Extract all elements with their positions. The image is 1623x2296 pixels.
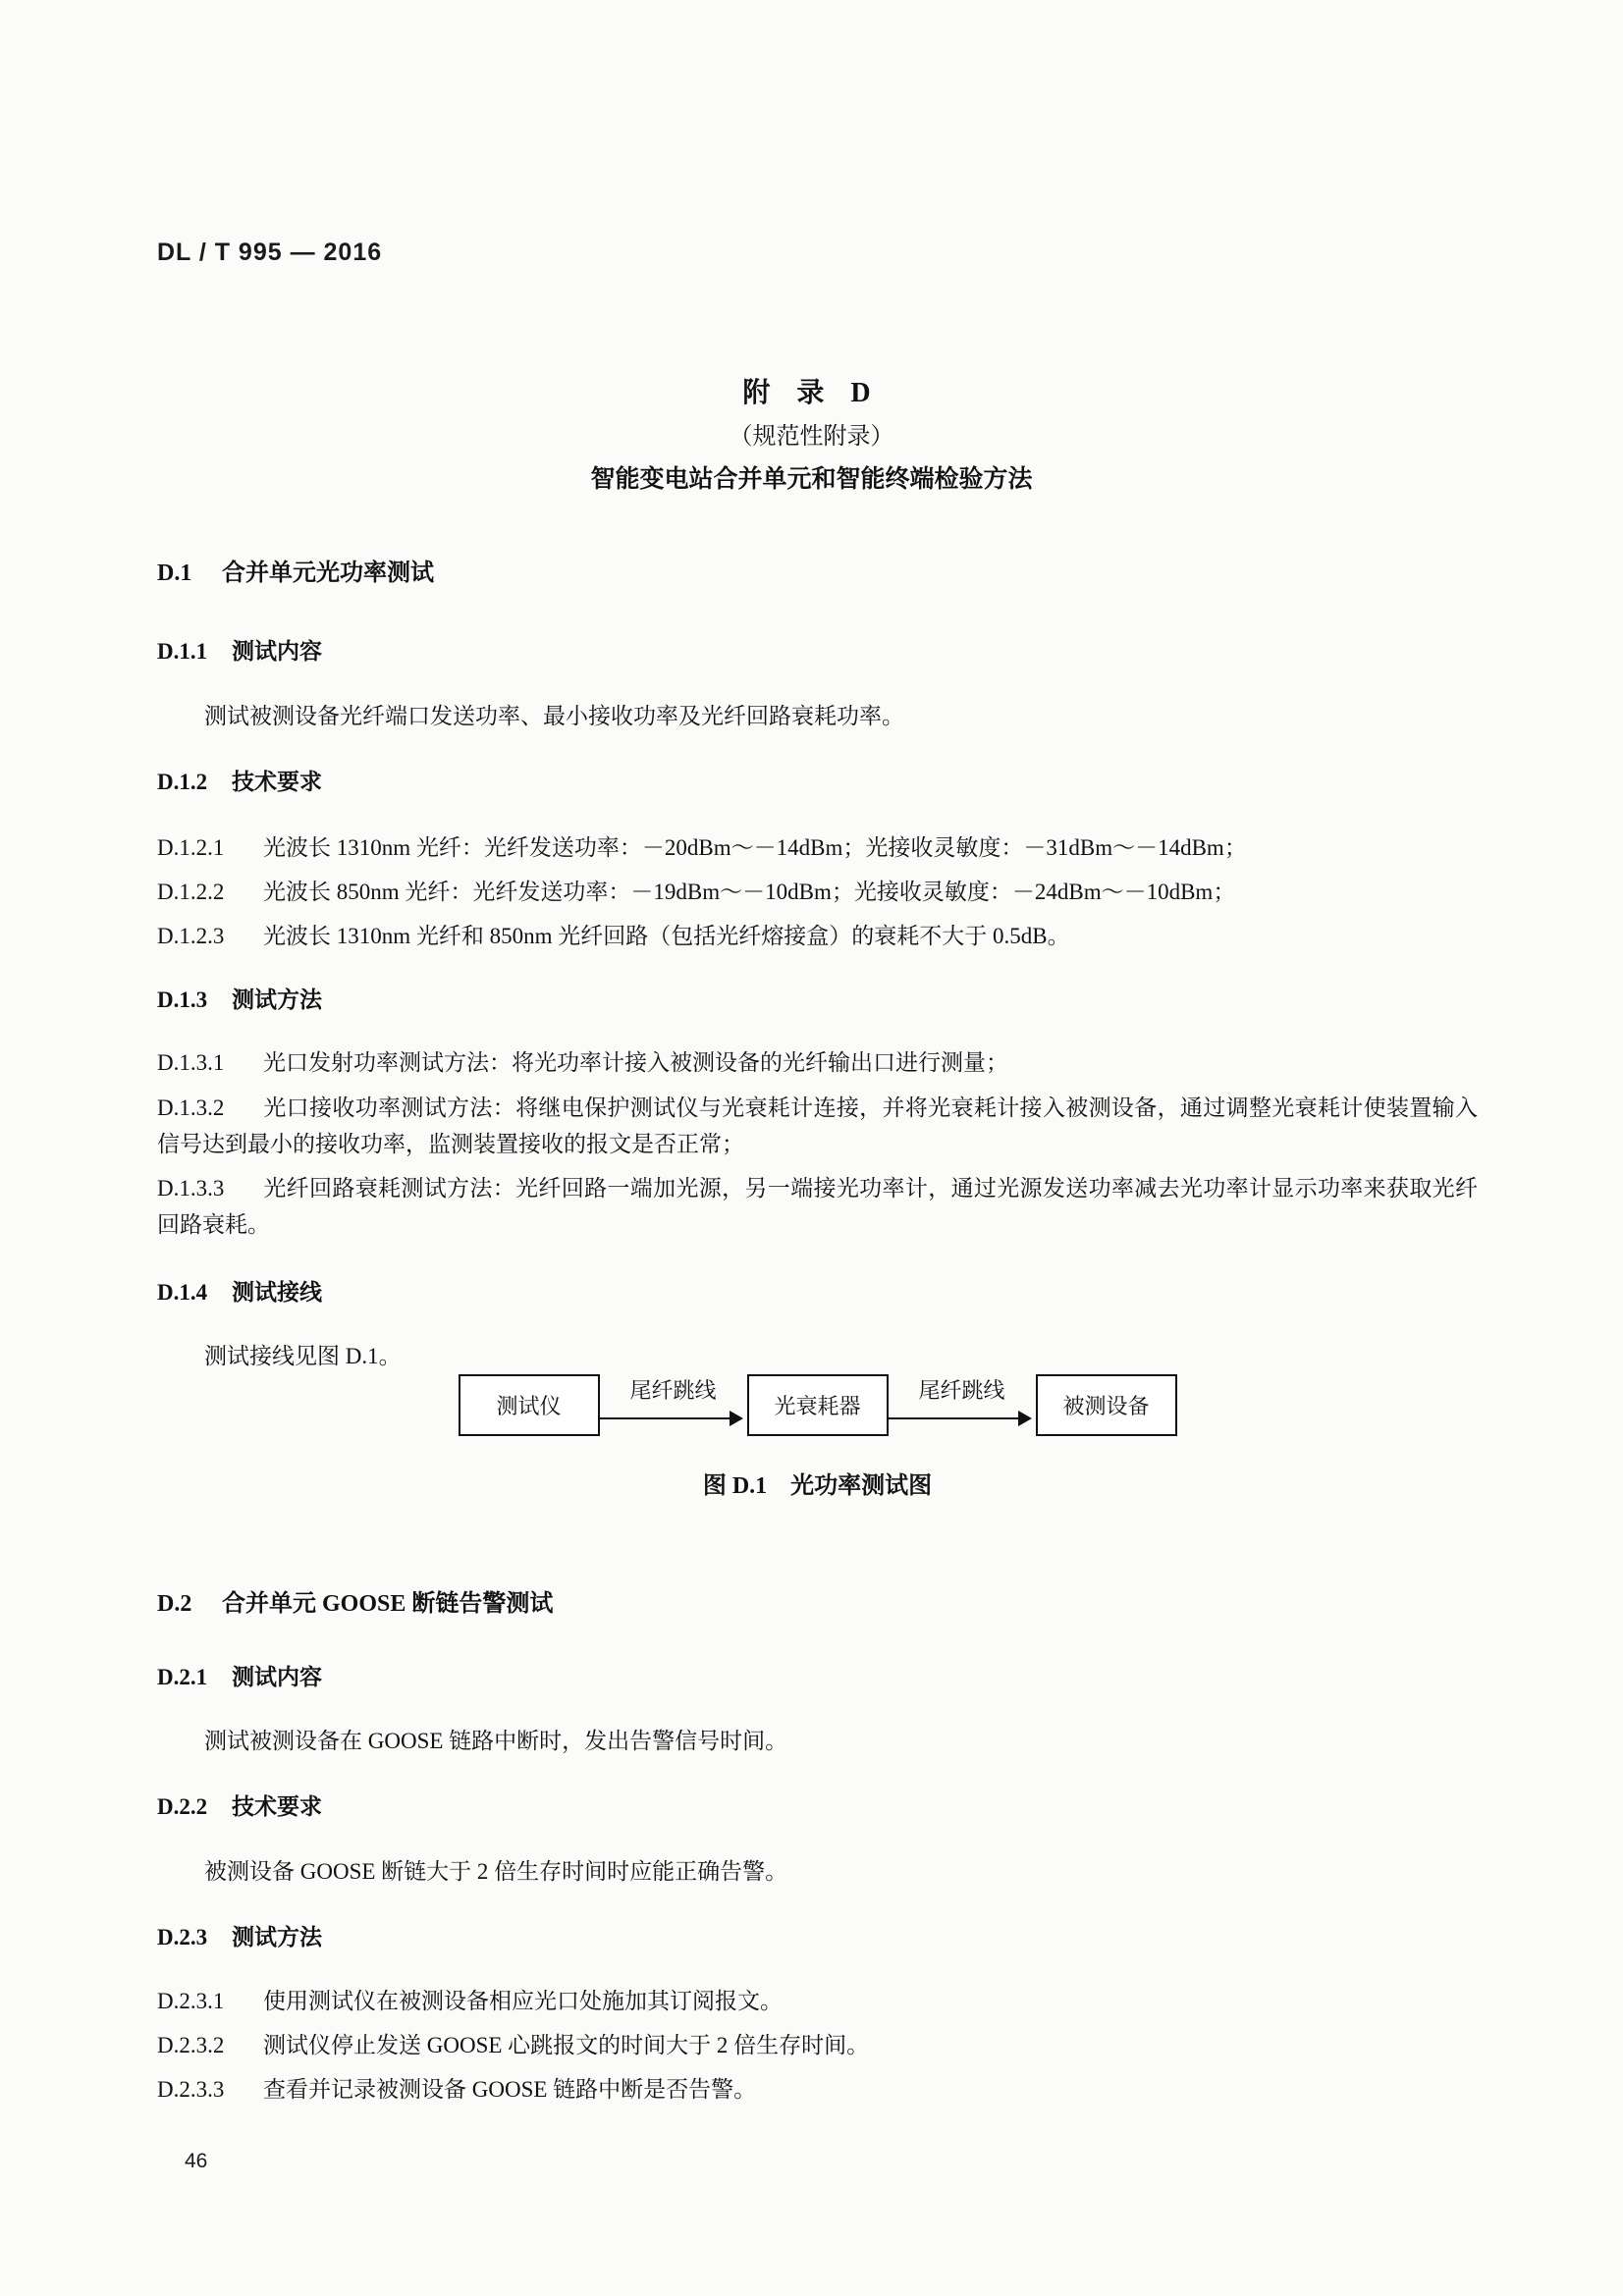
heading-d2-title: 合并单元 GOOSE 断链告警测试	[222, 1591, 554, 1617]
clause-d123	[157, 918, 1478, 954]
heading-d23	[157, 1919, 1478, 1951]
figure-flow	[157, 1374, 1478, 1436]
clause-d122-text: 光波长 850nm 光纤：光纤发送功率：－19dBm～－10dBm；光接收灵敏度：－24dBm～－10dBm；	[263, 880, 1236, 904]
clause-d231	[157, 1983, 1478, 2019]
clause-d233-number: D.2.3.3	[157, 2077, 225, 2102]
heading-d2	[157, 1583, 1478, 1618]
flow-node-attenuator: 光衰耗器	[747, 1374, 889, 1436]
clause-d121-text: 光波长 1310nm 光纤：光纤发送功率：－20dBm～－14dBm；光接收灵敏度：－31dBm～－14dBm；	[263, 835, 1247, 860]
clause-d132-text: 光口接收功率测试方法：将继电保护测试仪与光衰耗计连接，并将光衰耗计接入被测设备，通过调整光衰耗计使装置输入信号达到最小的接收功率，监测装置接收的报文是否正常；	[157, 1095, 1478, 1156]
heading-d1	[157, 553, 1478, 587]
flow-link-label-2: 尾纤跳线	[918, 1377, 1005, 1403]
heading-d21	[157, 1659, 1478, 1691]
heading-d13-number: D.1.3	[157, 988, 208, 1012]
clause-d132	[157, 1090, 1478, 1162]
heading-d11-number: D.1.1	[157, 639, 208, 664]
heading-d14	[157, 1274, 1478, 1307]
page-number: 46	[185, 2150, 208, 2172]
clause-d133-number: D.1.3.3	[157, 1176, 225, 1201]
paragraph-d11: 测试被测设备光纤端口发送功率、最小接收功率及光纤回路衰耗功率。	[204, 704, 904, 728]
clause-d233	[157, 2071, 1478, 2108]
annex-title: 附 录 D	[742, 378, 881, 408]
clause-d122-number: D.1.2.2	[157, 880, 225, 904]
flow-link-label-1: 尾纤跳线	[629, 1377, 717, 1403]
clause-d133	[157, 1170, 1478, 1243]
paragraph-d22: 被测设备 GOOSE 断链大于 2 倍生存时间时应能正确告警。	[204, 1859, 788, 1884]
annex-subtitle: （规范性附录）	[729, 424, 894, 450]
heading-d23-title: 测试方法	[232, 1925, 322, 1949]
clause-d121	[157, 829, 1478, 866]
clause-d231-number: D.2.3.1	[157, 1989, 225, 2013]
clause-d233-text: 查看并记录被测设备 GOOSE 链路中断是否告警。	[263, 2077, 757, 2102]
heading-d21-title: 测试内容	[232, 1665, 322, 1689]
clause-d131-number: D.1.3.1	[157, 1050, 225, 1075]
flow-arrow-1	[730, 1411, 743, 1426]
clause-d232	[157, 2027, 1478, 2063]
figure-caption: 图 D.1 光功率测试图	[702, 1473, 933, 1499]
heading-d13-title: 测试方法	[232, 988, 322, 1012]
heading-d2-number: D.2	[157, 1591, 192, 1617]
heading-d1-title: 合并单元光功率测试	[222, 561, 434, 586]
heading-d12-number: D.1.2	[157, 770, 208, 794]
flow-connector-2	[889, 1377, 1036, 1431]
clause-d123-number: D.1.2.3	[157, 924, 225, 948]
flow-line-2	[889, 1417, 1020, 1419]
flow-node-tester: 测试仪	[459, 1374, 600, 1436]
heading-d12	[157, 764, 1478, 796]
clause-d123-text: 光波长 1310nm 光纤和 850nm 光纤回路（包括光纤熔接盒）的衰耗不大于 0.5dB。	[263, 924, 1070, 948]
heading-d22	[157, 1789, 1478, 1821]
figure-d1	[157, 1374, 1478, 1500]
paragraph-d21: 测试被测设备在 GOOSE 链路中断时，发出告警信号时间。	[204, 1729, 788, 1753]
clause-d122	[157, 874, 1478, 910]
paragraph-d14: 测试接线见图 D.1。	[204, 1344, 402, 1368]
flow-line-1	[600, 1417, 731, 1419]
clause-d132-number: D.1.3.2	[157, 1095, 225, 1120]
heading-d21-number: D.2.1	[157, 1665, 208, 1689]
heading-d22-title: 技术要求	[232, 1794, 322, 1819]
heading-d11-title: 测试内容	[232, 639, 322, 664]
heading-d22-number: D.2.2	[157, 1794, 208, 1819]
heading-d12-title: 技术要求	[232, 770, 322, 794]
clause-d131	[157, 1044, 1478, 1081]
clause-d121-number: D.1.2.1	[157, 835, 225, 860]
clause-d232-number: D.2.3.2	[157, 2033, 225, 2057]
heading-d1-number: D.1	[157, 561, 192, 586]
heading-d14-title: 测试接线	[232, 1280, 322, 1305]
clause-d231-text: 使用测试仪在被测设备相应光口处施加其订阅报文。	[263, 1989, 783, 2013]
heading-d14-number: D.1.4	[157, 1280, 208, 1305]
document-header: DL / T 995 — 2016	[157, 239, 383, 266]
flow-connector-1	[600, 1377, 747, 1431]
clause-d133-text: 光纤回路衰耗测试方法：光纤回路一端加光源，另一端接光功率计，通过光源发送功率减去光功率计显示功率来获取光纤回路衰耗。	[157, 1176, 1478, 1237]
annex-name: 智能变电站合并单元和智能终端检验方法	[590, 466, 1033, 493]
clause-d131-text: 光口发射功率测试方法：将光功率计接入被测设备的光纤输出口进行测量；	[263, 1050, 1008, 1075]
clause-d232-text: 测试仪停止发送 GOOSE 心跳报文的时间大于 2 倍生存时间。	[263, 2033, 870, 2057]
heading-d13	[157, 982, 1478, 1014]
flow-node-dut: 被测设备	[1036, 1374, 1177, 1436]
heading-d11	[157, 633, 1478, 666]
heading-d23-number: D.2.3	[157, 1925, 208, 1949]
flow-arrow-2	[1018, 1411, 1032, 1426]
